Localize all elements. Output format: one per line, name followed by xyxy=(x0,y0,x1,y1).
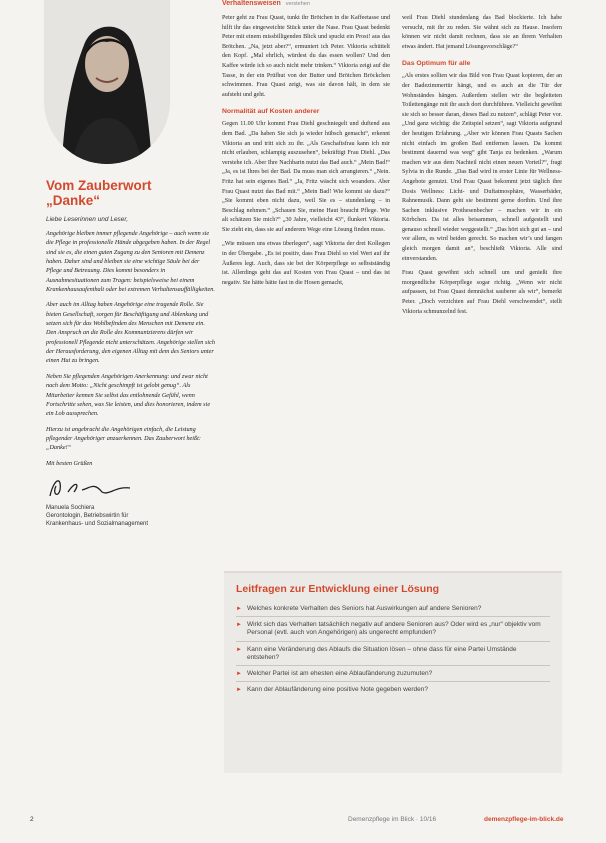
editorial-title-line2: „Danke“ xyxy=(46,193,101,208)
editorial-title xyxy=(46,178,216,208)
editorial-greeting: Liebe Leserinnen und Leser, xyxy=(46,216,129,223)
question-list xyxy=(236,601,550,697)
section-label: Verhaltensweisen xyxy=(222,0,281,7)
article-paragraph: weil Frau Diehl stundenlang das Bad blockierte. Ich habe versucht, mit ihr zu reden. Sie wähnt sich zu Hause. Insofern können wir nicht damit rechnen, dass sie an ihrem Verhalten etwas ändert. Hat jemand Lösungsvorschläge?“ xyxy=(402,15,562,50)
question-item xyxy=(236,666,550,682)
arrow-right-icon: ► xyxy=(236,671,242,678)
portrait-image xyxy=(44,0,170,164)
editorial-paragraph: Angehörige bleiben immer pflegende Angehörige – auch wenn sie die Pflege in professionelle Hände abgegeben haben. In der Regel sind sie es, die einen guten Zugang zu den Senioren mit Demenz haben. Daher sind und bleiben sie eine wichtige Säule bei der Pflege und Betreuung. Dies kommt besonders in Ausnahmesituationen zum Tragen: beispielsweise bei einem Krankenhausaufenthalt oder bei extremen Verhaltensauffälligkeiten. xyxy=(46,230,215,294)
article-paragraph: „Wie müssen uns etwas überlegen“, sagt Viktoria der drei Kollegen in der Übergabe. „Es ist positiv, dass Frau Diehl so viel Wert auf ihr Äußeres legt. Auch, dass sie bei der Körperpflege so selbstständig ist. Allerdings geht das auf Kosten von Frau Quast – und das ist negativ. Sie hätte hätte fast in die Hosen gemacht, xyxy=(222,241,390,286)
editorial-paragraph: Aber auch im Alltag haben Angehörige eine tragende Rolle. Sie bieten Gesellschaft, sorgen für Beschäftigung und Ablenkung und setzen sich für das Wohlbefinden des Menschen mit Demenz ein. Den Anspruch an die Rolle des Kommunizierens dürfen wir professionell Pflegende nicht unterschätzen. Angehörige stellen sich der Herausforderung, den eigenen Alltag mit dem des Seniors unter einen Hut zu bringen. xyxy=(46,301,215,365)
question-text: Welcher Partei ist am ehesten eine Ablaufänderung zuzumuten? xyxy=(246,670,433,678)
article-subhead: Das Optimum für alle xyxy=(402,60,471,68)
page-footer xyxy=(0,812,606,832)
question-text: Kann eine Veränderung des Ablaufs die Situation lösen – ohne dass für eine Partei Umstände entstehen? xyxy=(246,645,517,661)
article-paragraph: Peter geht zu Frau Quast, tunkt ihr Brötchen in die Kaffeetasse und hilft ihr das eingeweichte Stück unter die Nase. Frau Quast bedenkt Peter mit einem missbilligenden Blick und spuckt ein Prost! aus das Brötchen. „Na, jetzt aber?“, ermuntert ich Peter. Viktoria schüttelt den Kopf. „Mal ehrlich, würdest du das essen wollen? Und den Kaffee würde ich so auch nicht mehr trinken.“ Viktoria zeigt auf die Tasse, in der ein Prüfhut von der Butter und Brötchen Bröckchen schwimmen. Frau Quast zeigt, was sie davon hält, in dem sie aufsteht und geht. xyxy=(222,15,390,98)
section-note: verstehen xyxy=(285,1,310,7)
editorial-paragraph: Hierzu ist angebracht die Angehörigen einfach, die Leistung pflegender Angehöriger anzuerkennen. Das Zauberwort heißt: „Danke!“ xyxy=(46,425,201,452)
author-role: Gerontologin, Betriebswirtin für xyxy=(46,512,129,519)
editorial-closing: Mit besten Grüßen xyxy=(46,459,93,467)
article-column-1 xyxy=(222,0,390,293)
question-item xyxy=(236,617,550,641)
question-item xyxy=(236,642,550,666)
arrow-right-icon: ► xyxy=(236,622,242,629)
page-number: 2 xyxy=(30,816,34,823)
arrow-right-icon: ► xyxy=(236,646,242,653)
question-text: Wirkt sich das Verhalten tatsächlich negativ auf andere Senioren aus? Oder wird es „nur“ objektiv vom Personal (evtl. auch von Angehörigen) als ungerecht empfunden? xyxy=(246,621,541,637)
editorial-column xyxy=(46,178,216,528)
question-text: Kann der Ablaufänderung eine positive Note gegeben werden? xyxy=(246,686,429,694)
author-portrait xyxy=(44,0,170,164)
author-block xyxy=(46,504,216,528)
author-name: Manuela Sochiera xyxy=(46,504,95,511)
article-subhead: Normalität auf Kosten anderer xyxy=(222,108,320,116)
section-kicker xyxy=(222,0,390,10)
guiding-questions-box xyxy=(224,571,562,773)
editorial-title-line1: Vom Zauberwort xyxy=(46,178,152,193)
website-link[interactable]: demenzpflege-im-blick.de xyxy=(484,816,564,823)
arrow-right-icon: ► xyxy=(236,687,242,694)
signature-image xyxy=(46,474,216,500)
article-paragraph: „Als erstes sollten wir das Bild von Frau Quast kopieren, der an der Badezimmertür hängt, und es auch an die Tür der Wohnständes hängen. Außerdem stellen wir die begleiteten Toilettengänge mit ihr auch dort durchführen. Vielleicht gewöhnt sie sich so besser daran, dieses Bad zu nutzen“, schlägt Peter vor. „Und ganz wichtig: die Zeitspiel setzen“, sagt Viktoria aufgrund der heutigen Erfahrung. „Aber wir können Frau Quasts Sachen nicht einfach im großen Bad entfernen lassen. Da kommt bestimmt dauernd was weg“ gibt Tanja zu bedenken. „Warum machen wir aus dem Nachteil nicht einen neuen Vorteil?“, fragt Sylvia in die Runde. „Das Bad wird in erster Linie für Wellness-Angebote genutzt. Und Frau Quast bekommt jetzt täglich ihre Dosis Wellness: Licht- und Duftatmosphäre, Wasserbäder, Rahnemusik. Dann geht sie bestimmt gerne dorthin. Und ihre Sachen inklusive Prothesenbecher – machen wir in ein Körbchen. Da ist alles beisammen, schnell aufgestellt und genauso schnell wieder weggestellt.“ „Das hört sich gut an – und vor allem, es wird beiden gerecht. So machen wir’s und fangen gleich morgen damit an“, beschließt Viktoria. Alle sind einverstanden. xyxy=(402,73,562,262)
editorial-paragraph: Neben Sie pflegenden Angehörigen Anerkennung: und zwar nicht nach dem Motto: „Nicht geschimpft ist gelobt genug“. Als Mitarbeiter kennen Sie selbst das entlohnende Gefühl, wenn Fortschritte sehen, was Sie leisten, und dies honorieren, indem sie ein Lob aussprechen. xyxy=(46,372,211,418)
arrow-right-icon: ► xyxy=(236,606,242,612)
question-item xyxy=(236,601,550,617)
question-item xyxy=(236,682,550,697)
article-paragraph: Gegen 11.00 Uhr kommt Frau Diehl geschniegelt und duftend aus dem Bad. „Da haben Sie sich ja wieder hübsch gemacht“, erkennt Viktoria an und tritt sich zu ihr. „Als Geschaftsfrau kann ich mir nicht erlauben, schlampig auszusehen“, bekräftigt Frau Diehl. „Das verstehe ich. Aber Ihre Nachbarin nutzt das Bad auch.“ „Mein Bad!“ „Ja, es ist Ihres bei der Bad. Da muss man sich arrangieren.“ „Nein. Fritz hat sein eigenes Bad.“ „Ja, Fritz wäscht sich woanders. Aber Frau Quast nutzt das Bad mit.“ „Mein Bad! Wie kommt sie dazu?“ „Sie kommt eben nicht dazu, weil Sie es – stundenlang – in Beschlag nehmen.“ „Schauen Sie, meine Haut braucht Pflege. Wie alt schätzen Sie mich?“ „30 Jahre, vielleicht 43“, flunkert Viktoria. Sie zieht ein, dass sie auf anderem Wege eine Lösung finden muss. xyxy=(222,121,390,233)
author-role: Krankenhaus- und Sozialmanagement xyxy=(46,520,149,527)
article-paragraph: Frau Quast gewöhnt sich schnell um und genießt ihre morgendliche Körperpflege sogar richtig. „Wenn wir nicht aufpassen, ist Frau Quast demnächst sauberer als wir“, bemerkt Peter. „Doch verzichten auf Frau Diehl verschwendet“, stellt Viktoria schmunzelnd fest. xyxy=(402,270,562,315)
publication-name: Demenzpflege im Blick · 10/16 xyxy=(348,816,437,823)
question-text: Welches konkrete Verhalten des Seniors hat Auswirkungen auf andere Senioren? xyxy=(246,605,482,612)
article-column-2 xyxy=(402,0,562,322)
box-title: Leitfragen zur Entwicklung einer Lösung xyxy=(236,583,440,595)
